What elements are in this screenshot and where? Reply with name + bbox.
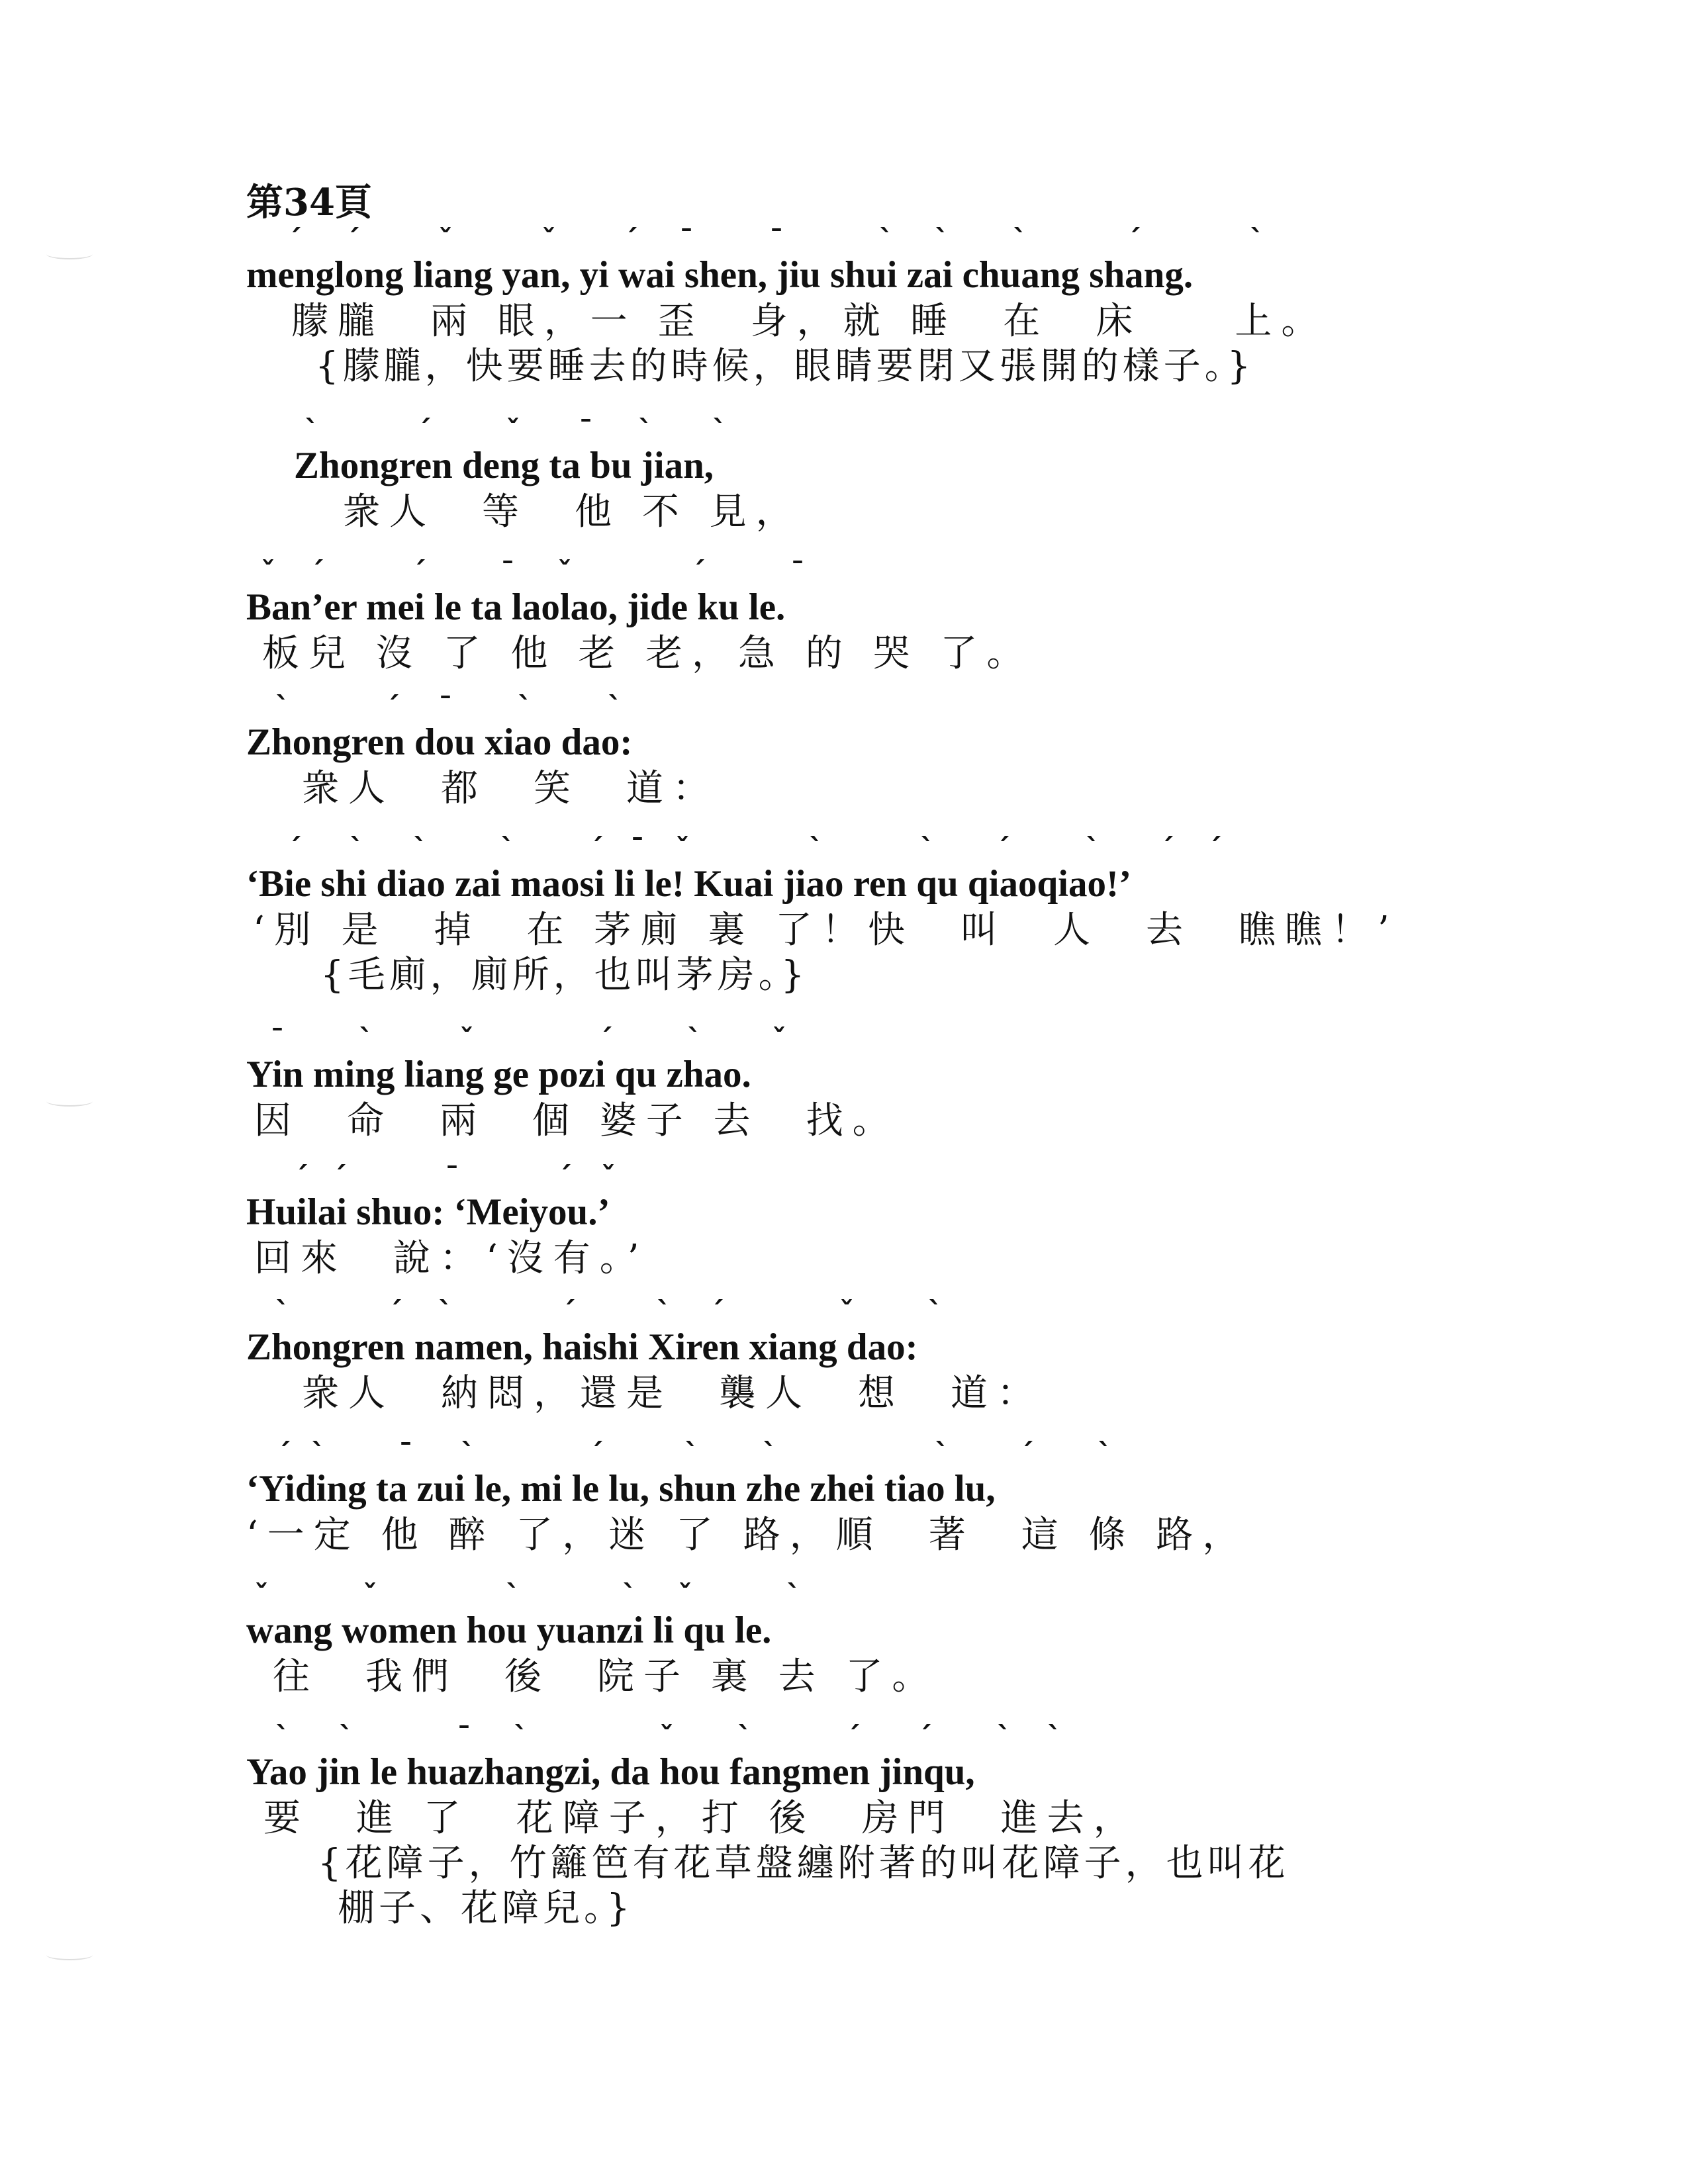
tone-mark: ˋ [275, 1721, 290, 1754]
tone-mark: ˊ [412, 556, 426, 590]
pinyin-line: Zhongren deng ta bu jian, [294, 445, 714, 486]
tone-mark: ˉ [579, 414, 593, 448]
tone-mark: ˊ [561, 1296, 576, 1330]
tone-mark: ˋ [275, 691, 290, 725]
tone-mark: ˊ [277, 1437, 291, 1471]
tone-mark: ˋ [1047, 1721, 1062, 1754]
tone-mark: ˊ [1127, 224, 1141, 257]
tone-mark: ˊ [996, 833, 1010, 866]
tone-mark: ˊ [417, 414, 432, 448]
hanzi-line: 衆人 都 笑 道： [302, 767, 719, 810]
binder-hole-mark [46, 1096, 93, 1107]
verse-block [246, 1721, 1289, 1931]
verse-block [246, 1579, 939, 1700]
pinyin-line: Yin ming liang ge pozi qu zhao. [246, 1054, 751, 1095]
tone-mark: ˇ [363, 1579, 377, 1613]
binder-hole-mark [46, 1950, 93, 1960]
tone-mark: ˊ [624, 224, 638, 257]
tone-mark: ˋ [687, 1023, 702, 1057]
tone-mark: ˇ [601, 1161, 616, 1195]
tone-mark: ˊ [294, 1161, 308, 1195]
verse-block [294, 414, 802, 535]
tone-mark: ˋ [275, 1296, 290, 1330]
hanzi-line: 因 命 兩 個 婆子 去 找。 [254, 1099, 899, 1142]
tone-mark: ˋ [809, 833, 823, 866]
tone-mark: ˇ [659, 1721, 674, 1754]
pinyin-line: ‘Yiding ta zui le, mi le lu, shun zhe zhei tiao lu, [246, 1468, 996, 1510]
pinyin-line: Ban’er mei le ta laolao, jide ku le. [246, 586, 786, 628]
annotation-note: {毛廁，廁所，也叫茅房。} [320, 954, 809, 997]
tone-mark: ˊ [691, 556, 706, 590]
annotation-note: 棚子、花障兒。} [338, 1887, 634, 1930]
tone-mark: ˊ [917, 1721, 932, 1754]
verse-block [246, 1437, 1249, 1558]
tone-mark: ˊ [388, 1296, 402, 1330]
tone-mark: ˋ [920, 833, 935, 866]
hanzi-line: ‘別 是 掉 在 茅廁 裏 了！快 叫 人 去 瞧瞧！’ [253, 909, 1399, 952]
tone-mark: ˊ [846, 1721, 861, 1754]
verse-block [246, 1023, 899, 1144]
tone-mark: ˋ [461, 1437, 475, 1471]
tone-mark: ˉ [630, 833, 645, 866]
tone-mark: ˋ [506, 1579, 520, 1613]
tone-mark: ˊ [346, 224, 360, 257]
hanzi-line: 往 我們 後 院子 裏 去 了。 [273, 1655, 939, 1698]
pinyin-line: wang women hou yuanzi li qu le. [246, 1610, 772, 1651]
annotation-note: {朦朧，快要睡去的時候，眼睛要閉又張開的樣子。} [315, 345, 1255, 388]
verse-block [246, 833, 1399, 998]
tone-mark: ˋ [928, 1296, 943, 1330]
tone-mark: ˋ [413, 833, 428, 866]
tone-mark: ˇ [839, 1296, 854, 1330]
tone-mark: ˊ [589, 1437, 604, 1471]
tone-mark: ˋ [786, 1579, 801, 1613]
tone-mark: ˋ [359, 1023, 373, 1057]
tone-mark: ˋ [997, 1721, 1011, 1754]
pinyin-line: Huilai shuo: ‘Meiyou.’ [246, 1191, 610, 1233]
pinyin-line: Zhongren namen, haishi Xiren xiang dao: [246, 1326, 918, 1368]
binder-hole-mark [46, 249, 93, 259]
annotation-note: {花障子，竹籬笆有花草盤纏附著的叫花障子，也叫花 [318, 1842, 1289, 1885]
tone-mark: ˇ [438, 224, 453, 257]
tone-mark: ˋ [1250, 224, 1264, 257]
tone-mark: ˋ [518, 691, 532, 725]
tone-mark: ˋ [638, 414, 653, 448]
tone-mark: ˋ [935, 1437, 949, 1471]
pinyin-line: ‘Bie shi diao zai maosi li le! Kuai jiao ren qu qiaoqiao!’ [246, 863, 1131, 905]
verse-block [246, 224, 1328, 389]
hanzi-line: 朦朧 兩 眼，一 歪 身，就 睡 在 床 上。 [291, 300, 1328, 343]
tone-mark: ˇ [557, 556, 572, 590]
tone-mark: ˊ [1207, 833, 1222, 866]
pinyin-line: Yao jin le huazhangzi, da hou fangmen jinqu, [246, 1751, 975, 1793]
tone-mark: ˉ [438, 691, 453, 725]
verse-block [246, 1161, 649, 1281]
tone-mark: ˋ [879, 224, 894, 257]
tone-mark: ˊ [332, 1161, 347, 1195]
tone-mark: ˋ [311, 1437, 326, 1471]
tone-mark: ˇ [254, 1579, 269, 1613]
tone-mark: ˉ [769, 224, 784, 257]
tone-mark: ˋ [500, 833, 515, 866]
tone-mark: ˉ [457, 1721, 471, 1754]
tone-mark: ˋ [1086, 833, 1100, 866]
tone-mark: ˋ [737, 1721, 752, 1754]
tone-mark: ˊ [557, 1161, 572, 1195]
tone-mark: ˊ [1019, 1437, 1034, 1471]
hanzi-line: ‘一定 他 醉 了，迷 了 路，順 著 這 條 路， [246, 1514, 1249, 1557]
tone-mark: ˊ [287, 833, 302, 866]
page-title: 第34頁 [246, 181, 372, 224]
verse-block [246, 1296, 1043, 1416]
tone-mark: ˉ [500, 556, 515, 590]
tone-mark: ˋ [608, 691, 622, 725]
tone-mark: ˋ [305, 414, 319, 448]
tone-mark: ˋ [1013, 224, 1027, 257]
tone-mark: ˉ [445, 1161, 459, 1195]
pinyin-line: menglong liang yan, yi wai shen, jiu shui zai chuang shang. [246, 254, 1194, 296]
verse-block [246, 691, 719, 811]
hanzi-line: 要 進 了 花障子，打 後 房門 進去， [263, 1797, 1140, 1840]
hanzi-line: 衆人 等 他 不 見， [343, 490, 802, 533]
tone-mark: ˉ [679, 224, 694, 257]
tone-mark: ˊ [589, 833, 604, 866]
hanzi-line: 回來 說：‘沒有。’ [254, 1237, 649, 1280]
hanzi-line: 衆人 納悶，還是 襲人 想 道： [302, 1372, 1043, 1415]
tone-mark: ˊ [310, 556, 324, 590]
tone-mark: ˇ [261, 556, 275, 590]
tone-mark: ˇ [675, 833, 690, 866]
hanzi-line: 板兒 沒 了 他 老 老，急 的 哭 了。 [262, 632, 1033, 675]
tone-mark: ˇ [459, 1023, 474, 1057]
tone-mark: ˇ [541, 224, 556, 257]
tone-mark: ˉ [270, 1023, 285, 1057]
tone-mark: ˊ [1160, 833, 1174, 866]
tone-mark: ˋ [350, 833, 364, 866]
tone-mark: ˋ [514, 1721, 528, 1754]
tone-mark: ˋ [1098, 1437, 1112, 1471]
tone-mark: ˉ [790, 556, 805, 590]
tone-mark: ˋ [622, 1579, 637, 1613]
verse-block [246, 556, 1033, 676]
tone-mark: ˊ [385, 691, 400, 725]
pinyin-line: Zhongren dou xiao dao: [246, 721, 633, 763]
tone-mark: ˋ [438, 1296, 453, 1330]
tone-mark: ˋ [712, 414, 727, 448]
tone-mark: ˊ [287, 224, 302, 257]
tone-mark: ˇ [772, 1023, 786, 1057]
tone-mark: ˇ [506, 414, 520, 448]
tone-mark: ˋ [657, 1296, 671, 1330]
tone-mark: ˋ [684, 1437, 699, 1471]
tone-mark: ˋ [763, 1437, 777, 1471]
tone-mark: ˋ [339, 1721, 353, 1754]
tone-mark: ˊ [710, 1296, 724, 1330]
tone-mark: ˋ [935, 224, 949, 257]
tone-mark: ˊ [598, 1023, 613, 1057]
tone-mark: ˉ [399, 1437, 413, 1471]
tone-mark: ˇ [678, 1579, 692, 1613]
